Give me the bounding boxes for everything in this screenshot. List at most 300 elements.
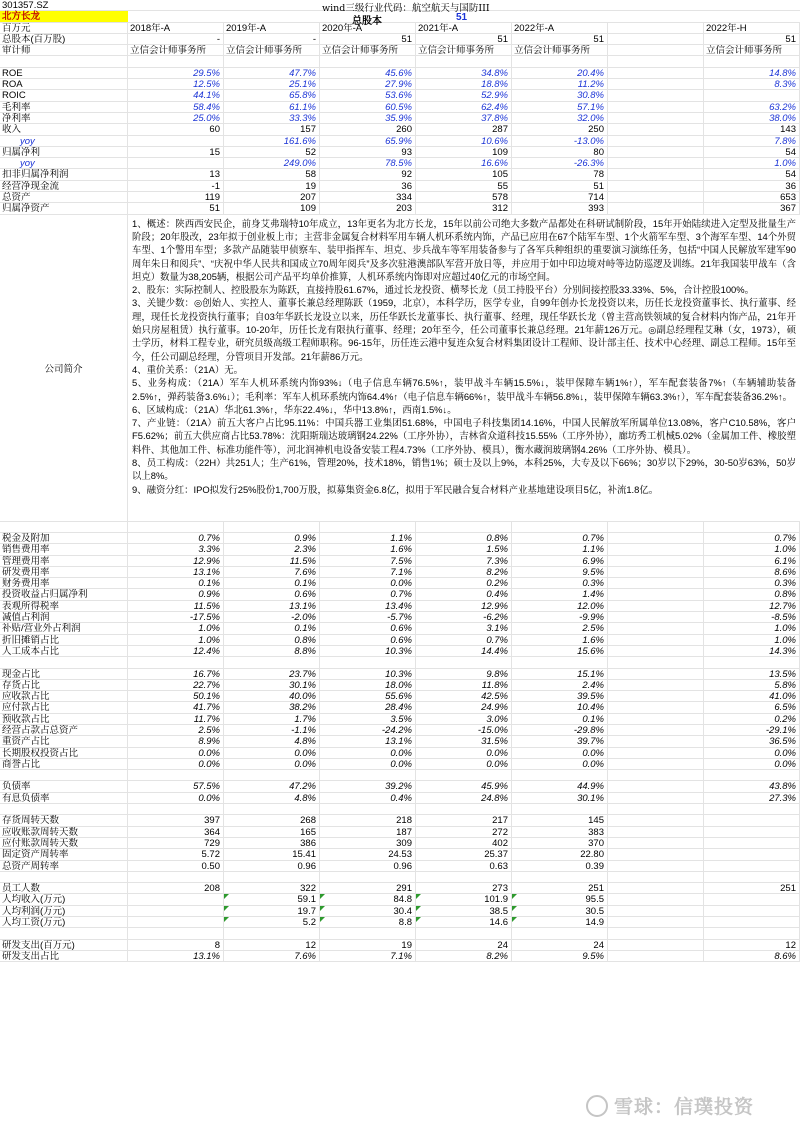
table-cell[interactable] xyxy=(512,56,608,66)
table-cell[interactable]: 208 xyxy=(128,883,224,893)
table-cell[interactable] xyxy=(608,68,704,78)
table-cell[interactable]: 218 xyxy=(320,815,416,825)
table-cell[interactable]: 52 xyxy=(224,147,320,157)
table-cell[interactable]: - xyxy=(128,34,224,44)
table-cell[interactable]: 397 xyxy=(128,815,224,825)
table-cell[interactable] xyxy=(608,601,704,611)
table-cell[interactable]: 3.5% xyxy=(320,714,416,724)
table-cell[interactable]: 9.8% xyxy=(416,669,512,679)
table-cell[interactable]: 119 xyxy=(128,192,224,202)
table-cell[interactable] xyxy=(608,522,704,532)
table-cell[interactable]: 0.0% xyxy=(128,748,224,758)
table-cell[interactable] xyxy=(416,522,512,532)
period-header-cell[interactable]: 2021年-A xyxy=(416,23,512,33)
table-cell[interactable]: 25.37 xyxy=(416,849,512,859)
table-cell[interactable]: 36 xyxy=(320,181,416,191)
table-cell[interactable] xyxy=(128,804,224,814)
table-cell[interactable]: 0.7% xyxy=(512,533,608,543)
table-cell[interactable] xyxy=(608,544,704,554)
table-cell[interactable] xyxy=(608,90,704,100)
table-cell[interactable]: 0.0% xyxy=(512,759,608,769)
table-cell[interactable]: 19 xyxy=(320,940,416,950)
table-cell[interactable]: 0.9% xyxy=(224,533,320,543)
table-cell[interactable]: 109 xyxy=(416,147,512,157)
row-label[interactable]: 经营净现金流 xyxy=(0,181,128,191)
table-cell[interactable]: 402 xyxy=(416,838,512,848)
table-cell[interactable]: 18.8% xyxy=(416,79,512,89)
table-cell[interactable]: 立信会计师事务所 xyxy=(128,45,224,55)
table-cell[interactable]: 309 xyxy=(320,838,416,848)
table-cell[interactable]: 51 xyxy=(320,34,416,44)
table-cell[interactable]: 57.1% xyxy=(512,102,608,112)
table-cell[interactable]: 0.0% xyxy=(320,748,416,758)
table-cell[interactable] xyxy=(320,804,416,814)
table-cell[interactable]: 729 xyxy=(128,838,224,848)
table-cell[interactable]: -15.0% xyxy=(416,725,512,735)
table-cell[interactable]: 58.4% xyxy=(128,102,224,112)
table-cell[interactable]: 291 xyxy=(320,883,416,893)
table-cell[interactable]: 39.5% xyxy=(512,691,608,701)
table-cell[interactable] xyxy=(128,158,224,168)
row-label[interactable] xyxy=(0,657,128,667)
table-cell[interactable]: 11.5% xyxy=(128,601,224,611)
table-cell[interactable] xyxy=(608,793,704,803)
table-cell[interactable]: 54 xyxy=(704,147,800,157)
table-cell[interactable]: 16.7% xyxy=(128,669,224,679)
table-cell[interactable]: 161.6% xyxy=(224,136,320,146)
table-cell[interactable]: 0.2% xyxy=(416,578,512,588)
table-cell[interactable]: 51 xyxy=(128,203,224,213)
table-cell[interactable] xyxy=(224,657,320,667)
ticker-cell[interactable]: 301357.SZ xyxy=(2,0,49,11)
table-cell[interactable]: 53.6% xyxy=(320,90,416,100)
row-label[interactable]: 总资产 xyxy=(0,192,128,202)
row-label[interactable]: yoy xyxy=(0,136,128,146)
table-cell[interactable]: 364 xyxy=(128,827,224,837)
table-cell[interactable]: 14.8% xyxy=(704,68,800,78)
table-cell[interactable] xyxy=(128,872,224,882)
table-cell[interactable]: 8.8 xyxy=(320,917,416,927)
table-cell[interactable]: 41.7% xyxy=(128,702,224,712)
table-cell[interactable] xyxy=(608,815,704,825)
table-cell[interactable]: 0.39 xyxy=(512,861,608,871)
table-cell[interactable]: 60.5% xyxy=(320,102,416,112)
table-cell[interactable]: 59.1 xyxy=(224,894,320,904)
table-cell[interactable]: 13.1% xyxy=(320,736,416,746)
table-cell[interactable]: 0.8% xyxy=(704,589,800,599)
table-cell[interactable] xyxy=(608,883,704,893)
table-cell[interactable]: 0.0% xyxy=(128,793,224,803)
table-cell[interactable]: 15.6% xyxy=(512,646,608,656)
table-cell[interactable]: 20.4% xyxy=(512,68,608,78)
table-cell[interactable]: 45.9% xyxy=(416,781,512,791)
table-cell[interactable] xyxy=(608,838,704,848)
table-cell[interactable] xyxy=(608,102,704,112)
period-header-cell[interactable]: 2019年-A xyxy=(224,23,320,33)
table-cell[interactable] xyxy=(608,79,704,89)
table-cell[interactable]: 6.9% xyxy=(512,556,608,566)
table-cell[interactable]: 13.5% xyxy=(704,669,800,679)
period-header-cell[interactable] xyxy=(608,23,704,33)
table-cell[interactable]: 251 xyxy=(704,883,800,893)
table-cell[interactable]: 立信会计师事务所 xyxy=(416,45,512,55)
table-cell[interactable]: 41.0% xyxy=(704,691,800,701)
table-cell[interactable] xyxy=(608,894,704,904)
table-cell[interactable]: 101.9 xyxy=(416,894,512,904)
table-cell[interactable]: 8.9% xyxy=(128,736,224,746)
table-cell[interactable]: 6.5% xyxy=(704,702,800,712)
table-cell[interactable] xyxy=(608,804,704,814)
table-cell[interactable]: 44.9% xyxy=(512,781,608,791)
row-label[interactable]: 应收账款周转天数 xyxy=(0,827,128,837)
table-cell[interactable] xyxy=(608,589,704,599)
table-cell[interactable]: 653 xyxy=(704,192,800,202)
table-cell[interactable]: 10.3% xyxy=(320,646,416,656)
row-label[interactable]: 重资产占比 xyxy=(0,736,128,746)
table-cell[interactable]: -17.5% xyxy=(128,612,224,622)
row-label[interactable]: 总资产周转率 xyxy=(0,861,128,871)
table-cell[interactable] xyxy=(608,714,704,724)
period-header-cell[interactable]: 2018年-A xyxy=(128,23,224,33)
table-cell[interactable]: -5.7% xyxy=(320,612,416,622)
table-cell[interactable] xyxy=(416,804,512,814)
table-cell[interactable]: 0.3% xyxy=(704,578,800,588)
table-cell[interactable]: 217 xyxy=(416,815,512,825)
table-cell[interactable]: 4.8% xyxy=(224,736,320,746)
table-cell[interactable] xyxy=(608,736,704,746)
table-cell[interactable]: 80 xyxy=(512,147,608,157)
table-cell[interactable] xyxy=(608,158,704,168)
table-cell[interactable]: 92 xyxy=(320,169,416,179)
table-cell[interactable]: 0.0% xyxy=(224,759,320,769)
row-label[interactable]: 毛利率 xyxy=(0,102,128,112)
table-cell[interactable]: 60 xyxy=(128,124,224,134)
table-cell[interactable]: 25.1% xyxy=(224,79,320,89)
table-cell[interactable] xyxy=(128,928,224,938)
table-cell[interactable]: 250 xyxy=(512,124,608,134)
table-cell[interactable]: 1.7% xyxy=(224,714,320,724)
table-cell[interactable] xyxy=(128,894,224,904)
table-cell[interactable] xyxy=(608,34,704,44)
table-cell[interactable]: 27.3% xyxy=(704,793,800,803)
table-cell[interactable]: 105 xyxy=(416,169,512,179)
table-cell[interactable]: -8.5% xyxy=(704,612,800,622)
table-cell[interactable] xyxy=(704,894,800,904)
table-cell[interactable] xyxy=(320,770,416,780)
table-cell[interactable]: 1.5% xyxy=(416,544,512,554)
table-cell[interactable]: 287 xyxy=(416,124,512,134)
table-cell[interactable]: 0.7% xyxy=(128,533,224,543)
table-cell[interactable]: 0.8% xyxy=(416,533,512,543)
table-cell[interactable] xyxy=(704,815,800,825)
table-cell[interactable]: 29.5% xyxy=(128,68,224,78)
table-cell[interactable]: 38.5 xyxy=(416,906,512,916)
table-cell[interactable]: -24.2% xyxy=(320,725,416,735)
row-label[interactable]: 研发费用率 xyxy=(0,567,128,577)
table-cell[interactable]: 1.1% xyxy=(320,533,416,543)
table-cell[interactable]: 0.1% xyxy=(512,714,608,724)
row-label[interactable]: 销售费用率 xyxy=(0,544,128,554)
row-label[interactable]: 总股本(百万股) xyxy=(0,34,128,44)
table-cell[interactable]: -29.1% xyxy=(704,725,800,735)
table-cell[interactable]: 0.1% xyxy=(128,578,224,588)
row-label[interactable]: 存货占比 xyxy=(0,680,128,690)
row-label[interactable]: 税金及附加 xyxy=(0,533,128,543)
table-cell[interactable]: 0.7% xyxy=(704,533,800,543)
table-cell[interactable]: 249.0% xyxy=(224,158,320,168)
table-cell[interactable]: 24 xyxy=(416,940,512,950)
table-cell[interactable]: 37.8% xyxy=(416,113,512,123)
table-cell[interactable]: 0.6% xyxy=(320,635,416,645)
table-cell[interactable]: 14.6 xyxy=(416,917,512,927)
table-cell[interactable] xyxy=(608,646,704,656)
table-cell[interactable]: 立信会计师事务所 xyxy=(224,45,320,55)
table-cell[interactable] xyxy=(608,657,704,667)
table-cell[interactable] xyxy=(608,181,704,191)
table-cell[interactable]: 386 xyxy=(224,838,320,848)
table-cell[interactable]: 28.4% xyxy=(320,702,416,712)
row-label[interactable]: 人均收入(万元) xyxy=(0,894,128,904)
table-cell[interactable] xyxy=(704,906,800,916)
table-cell[interactable] xyxy=(704,657,800,667)
table-cell[interactable]: 8.2% xyxy=(416,567,512,577)
table-cell[interactable]: 61.1% xyxy=(224,102,320,112)
table-cell[interactable]: 12 xyxy=(224,940,320,950)
table-cell[interactable]: 30.1% xyxy=(512,793,608,803)
row-label[interactable]: 审计师 xyxy=(0,45,128,55)
table-cell[interactable]: 39.7% xyxy=(512,736,608,746)
row-label[interactable] xyxy=(0,770,128,780)
table-cell[interactable] xyxy=(608,203,704,213)
table-cell[interactable]: 367 xyxy=(704,203,800,213)
table-cell[interactable]: 2.4% xyxy=(512,680,608,690)
table-cell[interactable]: 78 xyxy=(512,169,608,179)
table-cell[interactable]: 0.7% xyxy=(416,635,512,645)
company-name-cell[interactable]: 北方长龙 xyxy=(0,11,128,21)
table-cell[interactable] xyxy=(320,928,416,938)
table-cell[interactable]: 24.9% xyxy=(416,702,512,712)
table-cell[interactable] xyxy=(128,917,224,927)
table-cell[interactable] xyxy=(704,872,800,882)
table-cell[interactable]: 8.6% xyxy=(704,567,800,577)
table-cell[interactable]: 8.6% xyxy=(704,951,800,961)
table-cell[interactable] xyxy=(416,56,512,66)
table-cell[interactable] xyxy=(608,169,704,179)
table-cell[interactable]: 0.6% xyxy=(224,589,320,599)
table-cell[interactable]: 0.63 xyxy=(416,861,512,871)
table-cell[interactable]: 51 xyxy=(416,34,512,44)
table-cell[interactable]: 23.7% xyxy=(224,669,320,679)
table-cell[interactable]: 1.0% xyxy=(704,158,800,168)
row-label[interactable]: 归属净资产 xyxy=(0,203,128,213)
row-label[interactable]: 补贴/营业外占利润 xyxy=(0,623,128,633)
row-label[interactable]: ROIC xyxy=(0,90,128,100)
table-cell[interactable] xyxy=(608,928,704,938)
table-cell[interactable] xyxy=(704,522,800,532)
table-cell[interactable] xyxy=(608,951,704,961)
row-label[interactable]: 财务费用率 xyxy=(0,578,128,588)
table-cell[interactable]: 12.9% xyxy=(416,601,512,611)
table-cell[interactable] xyxy=(128,657,224,667)
table-cell[interactable] xyxy=(704,849,800,859)
table-cell[interactable]: 14.9 xyxy=(512,917,608,927)
table-cell[interactable]: 12.7% xyxy=(704,601,800,611)
table-cell[interactable]: 54 xyxy=(704,169,800,179)
row-label[interactable]: 员工人数 xyxy=(0,883,128,893)
table-cell[interactable]: 0.96 xyxy=(320,861,416,871)
table-cell[interactable]: 44.1% xyxy=(128,90,224,100)
table-cell[interactable]: 立信会计师事务所 xyxy=(512,45,608,55)
table-cell[interactable] xyxy=(608,612,704,622)
row-label[interactable]: 固定资产周转率 xyxy=(0,849,128,859)
row-label[interactable]: yoy xyxy=(0,158,128,168)
period-header-cell[interactable]: 2022年-A xyxy=(512,23,608,33)
table-cell[interactable]: 0.4% xyxy=(416,589,512,599)
row-label[interactable]: 研发支出(百万元) xyxy=(0,940,128,950)
table-cell[interactable]: 14.4% xyxy=(416,646,512,656)
table-cell[interactable]: 22.80 xyxy=(512,849,608,859)
row-label[interactable]: 应付款占比 xyxy=(0,702,128,712)
table-cell[interactable]: 10.4% xyxy=(512,702,608,712)
table-cell[interactable] xyxy=(704,804,800,814)
table-cell[interactable]: 38.0% xyxy=(704,113,800,123)
table-cell[interactable]: 13.1% xyxy=(224,601,320,611)
table-cell[interactable]: 187 xyxy=(320,827,416,837)
table-cell[interactable]: 11.2% xyxy=(512,79,608,89)
table-cell[interactable]: 383 xyxy=(512,827,608,837)
table-cell[interactable] xyxy=(608,940,704,950)
table-cell[interactable]: 334 xyxy=(320,192,416,202)
table-cell[interactable] xyxy=(608,725,704,735)
table-cell[interactable]: 0.0% xyxy=(128,759,224,769)
table-cell[interactable]: 8.8% xyxy=(224,646,320,656)
table-cell[interactable]: 40.0% xyxy=(224,691,320,701)
row-label[interactable]: 管理费用率 xyxy=(0,556,128,566)
period-header-cell[interactable]: 2022年-H xyxy=(704,23,800,33)
table-cell[interactable] xyxy=(608,917,704,927)
table-cell[interactable]: 42.5% xyxy=(416,691,512,701)
table-cell[interactable]: 63.2% xyxy=(704,102,800,112)
table-cell[interactable]: 95.5 xyxy=(512,894,608,904)
table-cell[interactable]: 33.3% xyxy=(224,113,320,123)
table-cell[interactable] xyxy=(512,522,608,532)
table-cell[interactable]: 0.96 xyxy=(224,861,320,871)
table-cell[interactable]: 0.1% xyxy=(224,578,320,588)
table-cell[interactable]: 2.5% xyxy=(128,725,224,735)
table-cell[interactable] xyxy=(704,928,800,938)
table-cell[interactable]: 30.5 xyxy=(512,906,608,916)
table-cell[interactable]: 0.6% xyxy=(320,623,416,633)
table-cell[interactable] xyxy=(128,770,224,780)
table-cell[interactable]: 272 xyxy=(416,827,512,837)
table-cell[interactable]: 15.1% xyxy=(512,669,608,679)
row-label[interactable]: 投资收益占归属净利 xyxy=(0,589,128,599)
table-cell[interactable]: 10.6% xyxy=(416,136,512,146)
row-label[interactable]: 有息负债率 xyxy=(0,793,128,803)
table-cell[interactable]: 7.6% xyxy=(224,951,320,961)
row-label[interactable]: 人均利润(万元) xyxy=(0,906,128,916)
table-cell[interactable]: 50.1% xyxy=(128,691,224,701)
table-cell[interactable] xyxy=(320,56,416,66)
table-cell[interactable]: 2.3% xyxy=(224,544,320,554)
row-label[interactable]: 经营占款占总资产 xyxy=(0,725,128,735)
table-cell[interactable]: -2.0% xyxy=(224,612,320,622)
table-cell[interactable]: 12.4% xyxy=(128,646,224,656)
table-cell[interactable]: 15.41 xyxy=(224,849,320,859)
table-cell[interactable]: 30.4 xyxy=(320,906,416,916)
table-cell[interactable]: 84.8 xyxy=(320,894,416,904)
table-cell[interactable]: 0.4% xyxy=(320,793,416,803)
table-cell[interactable]: 1.1% xyxy=(512,544,608,554)
row-label[interactable] xyxy=(0,872,128,882)
table-cell[interactable]: -1.1% xyxy=(224,725,320,735)
table-cell[interactable] xyxy=(512,928,608,938)
table-cell[interactable]: 13 xyxy=(128,169,224,179)
table-cell[interactable]: 立信会计师事务所 xyxy=(704,45,800,55)
table-cell[interactable]: 15 xyxy=(128,147,224,157)
table-cell[interactable]: 1.6% xyxy=(320,544,416,554)
table-cell[interactable] xyxy=(416,770,512,780)
table-cell[interactable]: 273 xyxy=(416,883,512,893)
table-cell[interactable] xyxy=(704,770,800,780)
table-cell[interactable]: 393 xyxy=(512,203,608,213)
table-cell[interactable] xyxy=(608,533,704,543)
table-cell[interactable]: 1.0% xyxy=(704,623,800,633)
table-cell[interactable]: 12.5% xyxy=(128,79,224,89)
table-cell[interactable]: 7.5% xyxy=(320,556,416,566)
table-cell[interactable]: 34.8% xyxy=(416,68,512,78)
table-cell[interactable] xyxy=(608,861,704,871)
table-cell[interactable] xyxy=(608,113,704,123)
table-cell[interactable]: -1 xyxy=(128,181,224,191)
table-cell[interactable] xyxy=(704,827,800,837)
row-label[interactable]: 人均工资(万元) xyxy=(0,917,128,927)
table-cell[interactable] xyxy=(608,872,704,882)
table-cell[interactable] xyxy=(416,872,512,882)
table-cell[interactable] xyxy=(608,906,704,916)
table-cell[interactable]: 30.8% xyxy=(512,90,608,100)
row-label[interactable]: 存货周转天数 xyxy=(0,815,128,825)
table-cell[interactable] xyxy=(608,748,704,758)
table-cell[interactable]: 8.2% xyxy=(416,951,512,961)
table-cell[interactable]: 6.1% xyxy=(704,556,800,566)
period-header-cell[interactable]: 2020年-A xyxy=(320,23,416,33)
table-cell[interactable] xyxy=(224,522,320,532)
table-cell[interactable] xyxy=(608,669,704,679)
row-label[interactable]: 现金占比 xyxy=(0,669,128,679)
row-label[interactable]: 负债率 xyxy=(0,781,128,791)
table-cell[interactable] xyxy=(608,849,704,859)
table-cell[interactable]: 11.8% xyxy=(416,680,512,690)
table-cell[interactable] xyxy=(608,702,704,712)
table-cell[interactable]: 1.0% xyxy=(704,635,800,645)
table-cell[interactable]: 16.6% xyxy=(416,158,512,168)
table-cell[interactable]: 19.7 xyxy=(224,906,320,916)
table-cell[interactable]: 13.1% xyxy=(128,951,224,961)
table-cell[interactable]: 109 xyxy=(224,203,320,213)
table-cell[interactable]: 8 xyxy=(128,940,224,950)
table-cell[interactable]: 12.0% xyxy=(512,601,608,611)
table-cell[interactable]: 9.5% xyxy=(512,567,608,577)
table-cell[interactable]: -13.0% xyxy=(512,136,608,146)
table-cell[interactable]: 47.7% xyxy=(224,68,320,78)
table-cell[interactable]: 203 xyxy=(320,203,416,213)
row-label[interactable]: 人工成本占比 xyxy=(0,646,128,656)
row-label[interactable] xyxy=(0,522,128,532)
table-cell[interactable] xyxy=(608,567,704,577)
table-cell[interactable]: 5.72 xyxy=(128,849,224,859)
table-cell[interactable]: 0.7% xyxy=(320,589,416,599)
